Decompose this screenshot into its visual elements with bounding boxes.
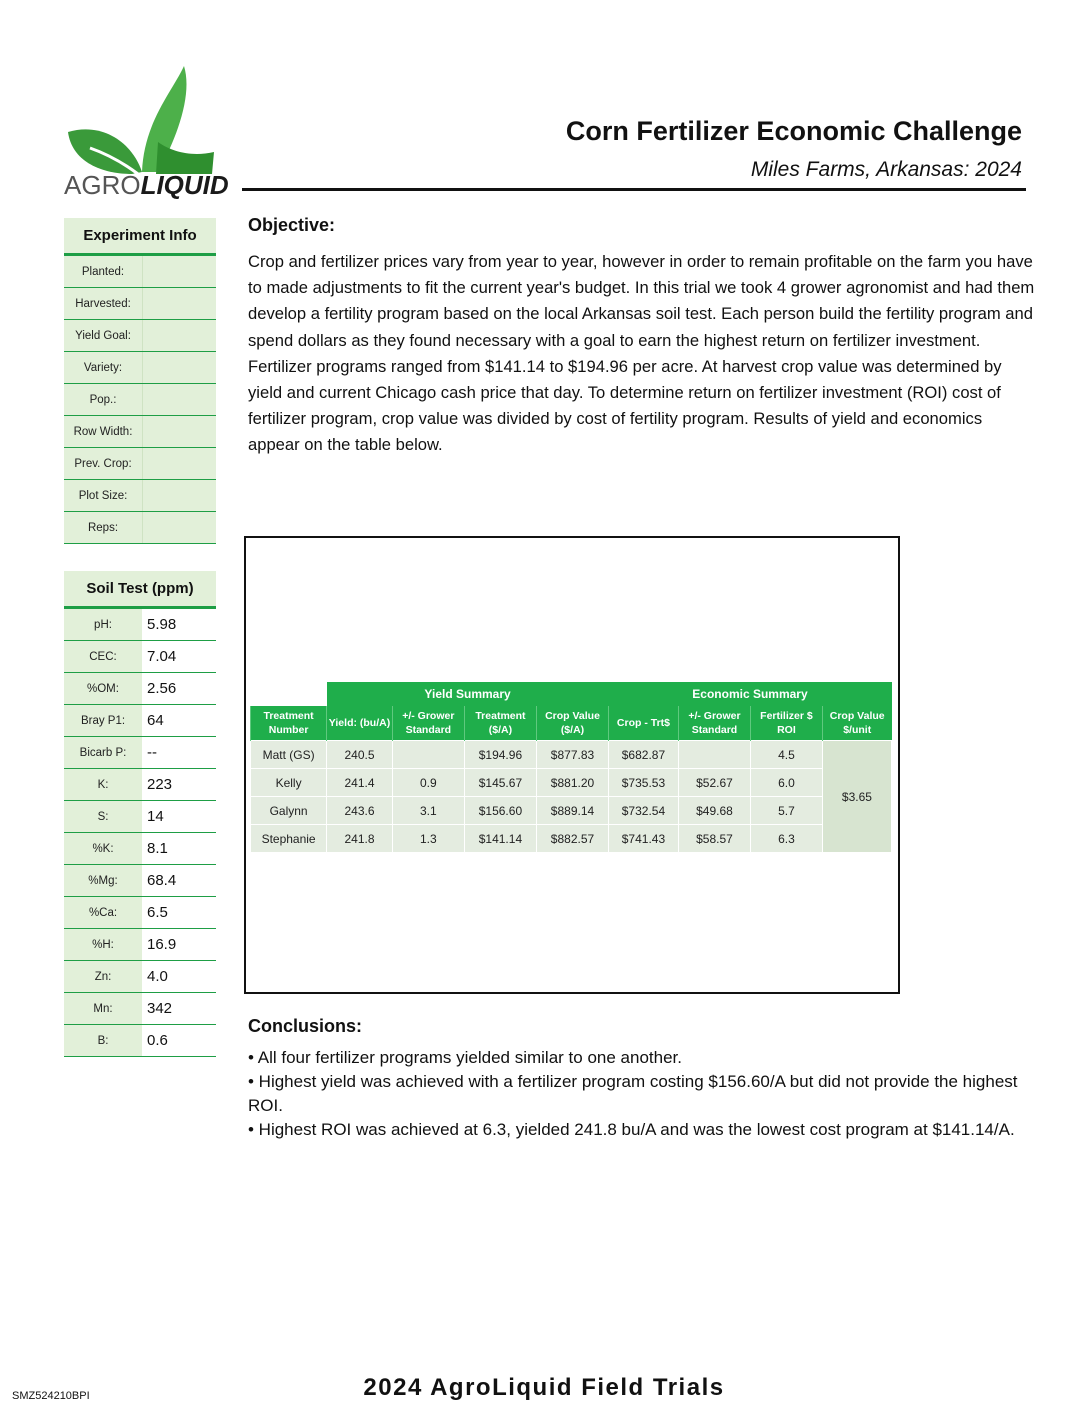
- experiment-row: [64, 512, 216, 544]
- experiment-label: Harvested:: [75, 297, 131, 310]
- yield-summary-header: Yield Summary: [327, 682, 609, 706]
- table-row: [251, 769, 892, 797]
- conclusion-item: • Highest yield was achieved with a fertilizer program costing $156.60/A but did not provide the highest ROI.: [248, 1072, 1018, 1115]
- cell-roi: 5.7: [750, 797, 822, 825]
- cell-trt: $156.60: [464, 797, 536, 825]
- experiment-row: [64, 352, 216, 384]
- cell-crop: $889.14: [537, 797, 609, 825]
- cell-name: Matt (GS): [251, 741, 327, 769]
- cell-roi: 6.0: [750, 769, 822, 797]
- soil-value: 14: [142, 801, 216, 832]
- soil-value: 68.4: [142, 865, 216, 896]
- logo-suffix: LIQUID: [140, 170, 229, 200]
- objective-text: [248, 249, 1038, 459]
- experiment-label: Plot Size:: [78, 489, 128, 502]
- soil-row: [64, 929, 216, 961]
- soil-value: --: [142, 737, 216, 768]
- soil-row: [64, 961, 216, 993]
- cell-netdiff: $58.57: [678, 825, 750, 853]
- cell-net: $735.53: [608, 769, 678, 797]
- experiment-label: Prev. Crop:: [74, 457, 132, 470]
- footer-title: 2024 AgroLiquid Field Trials: [363, 1374, 725, 1401]
- cell-diff: 1.3: [392, 825, 464, 853]
- experiment-value: [142, 448, 216, 479]
- cell-crop-value-unit: $3.65: [822, 741, 891, 853]
- document-code: SMZ524210BPI: [12, 1390, 90, 1402]
- soil-value: 5.98: [142, 609, 216, 640]
- column-header: Crop Value ($/A): [537, 706, 609, 741]
- column-header: +/- Grower Standard: [678, 706, 750, 741]
- soil-label: %Mg:: [64, 865, 142, 896]
- results-table: [250, 682, 892, 853]
- page-subtitle: Miles Farms, Arkansas: 2024: [750, 158, 1022, 181]
- soil-row: [64, 801, 216, 833]
- cell-crop: $881.20: [537, 769, 609, 797]
- cell-net: $682.87: [608, 741, 678, 769]
- conclusion-item: • Highest ROI was achieved at 6.3, yielded 241.8 bu/A and was the lowest cost program at $141.14/A.: [248, 1120, 1015, 1139]
- soil-row: [64, 737, 216, 769]
- objective-heading: Objective:: [248, 215, 336, 235]
- experiment-value: [142, 256, 216, 287]
- column-header: Treatment ($/A): [464, 706, 536, 741]
- soil-value: 4.0: [142, 961, 216, 992]
- table-row: [251, 797, 892, 825]
- experiment-value: [142, 384, 216, 415]
- cell-name: Galynn: [251, 797, 327, 825]
- objective-paragraph-2: Fertilizer programs ranged from $141.14 to $194.96 per acre. At harvest crop value was determined by yield and current Chicago cash price that day. To determine return on fertilizer investment (ROI) cost of fertilizer program, crop value was divided by cost of fertility program. Results of yield and economics appear on the table below.: [248, 356, 1002, 455]
- experiment-row: [64, 288, 216, 320]
- cell-netdiff: [678, 741, 750, 769]
- experiment-row: [64, 320, 216, 352]
- header-divider: [242, 188, 1026, 191]
- soil-row: [64, 833, 216, 865]
- experiment-label: Planted:: [81, 265, 125, 278]
- objective-paragraph-1: Crop and fertilizer prices vary from year to year, however in order to remain profitable on the farm you have to made adjustments to fit the current year's budget. In this trial we took 4 grower agronomist and had them develop a fertility program based on the local Arkansas soil test. Each person build the fertility program and spend dollars as they found necessary with a goal to earn the highest return on fertilizer investment.: [248, 252, 1035, 350]
- soil-value: 223: [142, 769, 216, 800]
- cell-roi: 6.3: [750, 825, 822, 853]
- experiment-value: [142, 480, 216, 511]
- soil-label: %Ca:: [64, 897, 142, 928]
- economic-summary-header: Economic Summary: [608, 682, 891, 706]
- cell-netdiff: $49.68: [678, 797, 750, 825]
- soil-label: CEC:: [64, 641, 142, 672]
- experiment-label: Yield Goal:: [75, 329, 131, 342]
- soil-row: [64, 993, 216, 1025]
- cell-yield: 241.8: [327, 825, 393, 853]
- experiment-row: [64, 480, 216, 512]
- soil-row: [64, 641, 216, 673]
- soil-row: [64, 705, 216, 737]
- soil-label: %K:: [64, 833, 142, 864]
- soil-label: %OM:: [64, 673, 142, 704]
- logo-prefix: AGRO: [64, 170, 141, 200]
- cell-crop: $882.57: [537, 825, 609, 853]
- experiment-value: [142, 288, 216, 319]
- cell-name: Kelly: [251, 769, 327, 797]
- cell-crop: $877.83: [537, 741, 609, 769]
- cell-yield: 241.4: [327, 769, 393, 797]
- soil-value: 64: [142, 705, 216, 736]
- soil-label: Zn:: [64, 961, 142, 992]
- cell-yield: 240.5: [327, 741, 393, 769]
- logo-wordmark: [64, 170, 229, 201]
- experiment-info-heading: Experiment Info: [64, 218, 216, 256]
- cell-yield: 243.6: [327, 797, 393, 825]
- soil-test-heading: Soil Test (ppm): [64, 571, 216, 609]
- table-row: [251, 825, 892, 853]
- experiment-value: [142, 320, 216, 351]
- soil-row: [64, 1025, 216, 1057]
- soil-label: Mn:: [64, 993, 142, 1024]
- conclusion-item: • All four fertilizer programs yielded similar to one another.: [248, 1048, 682, 1067]
- blank-corner: [251, 682, 327, 706]
- conclusions-heading: Conclusions:: [248, 1016, 363, 1036]
- cell-roi: 4.5: [750, 741, 822, 769]
- soil-value: 6.5: [142, 897, 216, 928]
- experiment-row: [64, 448, 216, 480]
- experiment-label: Row Width:: [73, 425, 133, 438]
- experiment-row: [64, 416, 216, 448]
- column-header: +/- Grower Standard: [392, 706, 464, 741]
- soil-label: S:: [64, 801, 142, 832]
- soil-value: 342: [142, 993, 216, 1024]
- soil-row: [64, 609, 216, 641]
- soil-label: B:: [64, 1025, 142, 1056]
- column-header: Treatment Number: [251, 706, 327, 741]
- soil-row: [64, 897, 216, 929]
- soil-label: pH:: [64, 609, 142, 640]
- column-header: Crop - Trt$: [608, 706, 678, 741]
- soil-row: [64, 865, 216, 897]
- experiment-value: [142, 416, 216, 447]
- soil-value: 2.56: [142, 673, 216, 704]
- soil-value: 16.9: [142, 929, 216, 960]
- cell-diff: 0.9: [392, 769, 464, 797]
- soil-value: 0.6: [142, 1025, 216, 1056]
- soil-value: 8.1: [142, 833, 216, 864]
- experiment-label: Reps:: [87, 521, 119, 534]
- column-header: Fertilizer $ ROI: [750, 706, 822, 741]
- experiment-label: Variety:: [83, 361, 123, 374]
- experiment-value: [142, 352, 216, 383]
- experiment-info-table: [64, 218, 216, 544]
- cell-name: Stephanie: [251, 825, 327, 853]
- cell-net: $741.43: [608, 825, 678, 853]
- experiment-row: [64, 384, 216, 416]
- soil-label: Bray P1:: [64, 705, 142, 736]
- cell-net: $732.54: [608, 797, 678, 825]
- column-header: Crop Value $/unit: [822, 706, 891, 741]
- cell-trt: $194.96: [464, 741, 536, 769]
- soil-value: 7.04: [142, 641, 216, 672]
- cell-trt: $141.14: [464, 825, 536, 853]
- experiment-label: Pop.:: [89, 393, 117, 406]
- soil-label: %H:: [64, 929, 142, 960]
- experiment-row: [64, 256, 216, 288]
- soil-row: [64, 673, 216, 705]
- experiment-value: [142, 512, 216, 543]
- cell-trt: $145.67: [464, 769, 536, 797]
- conclusions-list: [248, 1046, 1038, 1142]
- soil-row: [64, 769, 216, 801]
- soil-test-table: [64, 571, 216, 1057]
- cell-netdiff: $52.67: [678, 769, 750, 797]
- soil-label: Bicarb P:: [64, 737, 142, 768]
- soil-label: K:: [64, 769, 142, 800]
- page-title: Corn Fertilizer Economic Challenge: [565, 116, 1022, 146]
- table-row: [251, 741, 892, 769]
- cell-diff: 3.1: [392, 797, 464, 825]
- column-header: Yield: (bu/A): [327, 706, 393, 741]
- cell-diff: [392, 741, 464, 769]
